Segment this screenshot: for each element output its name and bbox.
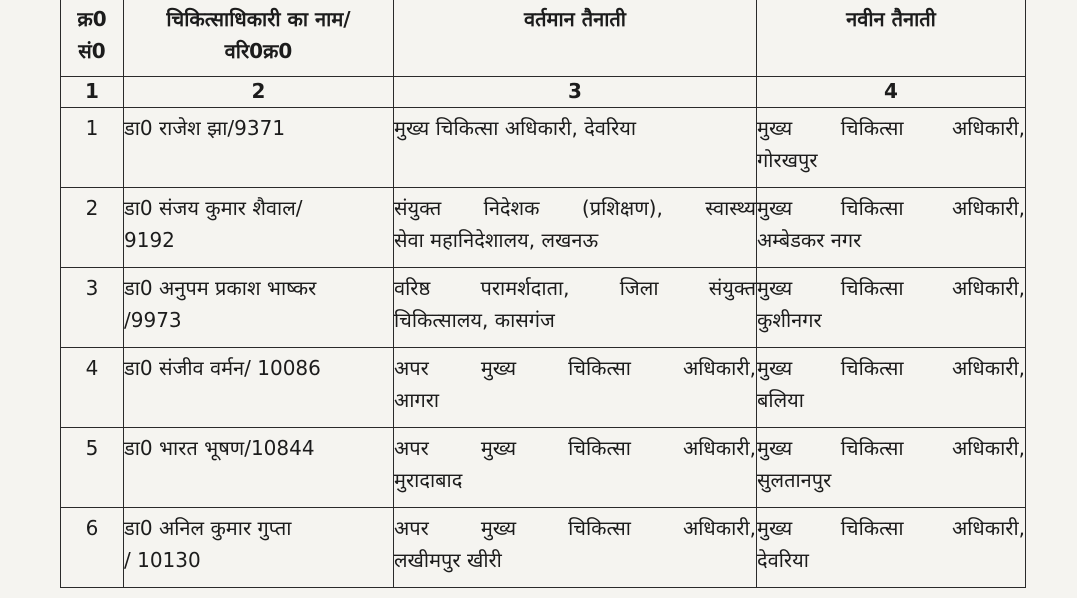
table-row [61, 268, 1026, 348]
current-posting-line: अपर मुख्य चिकित्सा अधिकारी, [394, 356, 756, 380]
current-posting-line: मुरादाबाद [394, 468, 463, 492]
header-row [61, 0, 1026, 77]
table-row [61, 508, 1026, 588]
new-posting-cell [757, 348, 1026, 428]
current-posting-line: चिकित्सालय, कासगंज [394, 308, 555, 332]
new-posting-line: बलिया [757, 388, 804, 412]
new-posting-line: मुख्य चिकित्सा अधिकारी, [757, 196, 1025, 220]
new-posting-line: गोरखपुर [757, 148, 818, 172]
officer-name-line: /9973 [124, 308, 182, 332]
new-posting-cell [757, 428, 1026, 508]
officer-name-line: डा0 अनुपम प्रकाश भाष्कर [124, 276, 317, 300]
officer-name-line: डा0 भारत भूषण/10844 [124, 436, 315, 460]
current-posting-cell [394, 428, 757, 508]
new-posting-line: कुशीनगर [757, 308, 822, 332]
officer-name-line: डा0 संजीव वर्मन/ 10086 [124, 356, 321, 380]
table-row [61, 108, 1026, 188]
header-name [124, 0, 394, 77]
header-new-label: नवीन तैनाती [846, 7, 936, 31]
new-posting-line: अम्बेडकर नगर [757, 228, 862, 252]
table-row [61, 188, 1026, 268]
header-name-line1: चिकित्साधिकारी का नाम/ [166, 7, 351, 31]
column-number: 1 [61, 77, 124, 108]
officer-name-cell [124, 108, 394, 188]
officer-name-cell [124, 268, 394, 348]
new-posting-line: मुख्य चिकित्सा अधिकारी, [757, 356, 1025, 380]
header-serial-line1: क्र0 [77, 7, 107, 31]
new-posting-line: देवरिया [757, 548, 809, 572]
table-body [61, 108, 1026, 588]
current-posting-line: अपर मुख्य चिकित्सा अधिकारी, [394, 436, 756, 460]
serial-number-cell: 4 [61, 348, 124, 428]
new-posting-cell [757, 108, 1026, 188]
new-posting-line: मुख्य चिकित्सा अधिकारी, [757, 116, 1025, 140]
current-posting-cell [394, 508, 757, 588]
header-serial [61, 0, 124, 77]
current-posting-cell [394, 108, 757, 188]
new-posting-line: मुख्य चिकित्सा अधिकारी, [757, 516, 1025, 540]
new-posting-cell [757, 508, 1026, 588]
current-posting-line: सेवा महानिदेशालय, लखनऊ [394, 228, 599, 252]
current-posting-line: मुख्य चिकित्सा अधिकारी, देवरिया [394, 116, 637, 140]
officer-name-cell [124, 508, 394, 588]
current-posting-line: वरिष्ठ परामर्शदाता, जिला संयुक्त [394, 276, 756, 300]
current-posting-line: संयुक्त निदेशक (प्रशिक्षण), स्वास्थ्य [394, 196, 756, 220]
officer-name-line: डा0 संजय कुमार शैवाल/ [124, 196, 303, 220]
column-number: 3 [394, 77, 757, 108]
new-posting-line: मुख्य चिकित्सा अधिकारी, [757, 436, 1025, 460]
current-posting-line: अपर मुख्य चिकित्सा अधिकारी, [394, 516, 756, 540]
new-posting-cell [757, 188, 1026, 268]
header-serial-line2: सं0 [78, 39, 106, 63]
column-number-row [61, 77, 1026, 108]
new-posting-cell [757, 268, 1026, 348]
officer-name-cell [124, 428, 394, 508]
serial-number-cell: 5 [61, 428, 124, 508]
officer-name-line: डा0 अनिल कुमार गुप्ता [124, 516, 292, 540]
officer-name-line: / 10130 [124, 548, 201, 572]
column-number: 2 [124, 77, 394, 108]
current-posting-cell [394, 348, 757, 428]
new-posting-line: सुलतानपुर [757, 468, 832, 492]
table-row [61, 428, 1026, 508]
current-posting-cell [394, 268, 757, 348]
serial-number-cell: 6 [61, 508, 124, 588]
table-row [61, 348, 1026, 428]
current-posting-cell [394, 188, 757, 268]
serial-number-cell: 3 [61, 268, 124, 348]
officer-name-cell [124, 348, 394, 428]
current-posting-line: आगरा [394, 388, 440, 412]
officer-name-line: 9192 [124, 228, 175, 252]
current-posting-line: लखीमपुर खीरी [394, 548, 502, 572]
header-current-label: वर्तमान तैनाती [524, 7, 626, 31]
officer-name-line: डा0 राजेश झा/9371 [124, 116, 286, 140]
header-name-line2: वरि0क्र0 [224, 39, 293, 63]
column-number: 4 [757, 77, 1026, 108]
new-posting-line: मुख्य चिकित्सा अधिकारी, [757, 276, 1025, 300]
serial-number-cell: 1 [61, 108, 124, 188]
officer-name-cell [124, 188, 394, 268]
posting-table [60, 0, 1026, 588]
serial-number-cell: 2 [61, 188, 124, 268]
header-current-posting [394, 0, 757, 77]
header-new-posting [757, 0, 1026, 77]
